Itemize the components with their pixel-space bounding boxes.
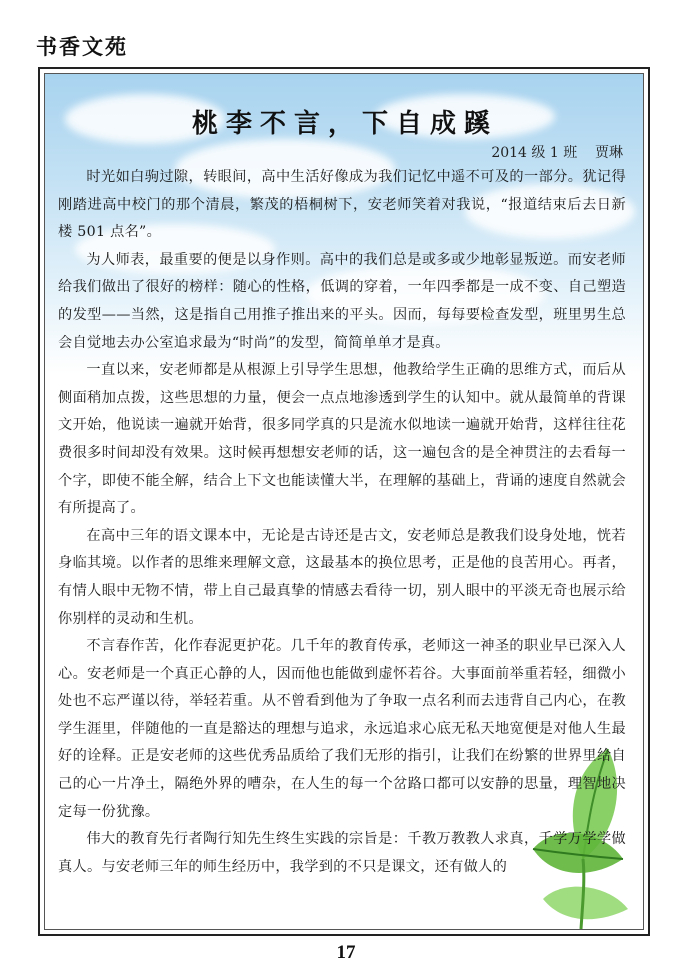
paragraph: 在高中三年的语文课本中，无论是古诗还是古文，安老师总是教我们设身处地，恍若身临其境。以作者的思维来理解文意，这最基本的换位思考，正是他的良苦用心。再者，有情人眼中无物不情，带上自己最真挚的情感去看待一切，别人眼中的平淡无奇也展示给你别样的灵动和生机。 <box>58 527 626 627</box>
article-body <box>58 164 626 881</box>
author-byline: 2014 级 1 班 贾琳 <box>491 145 623 161</box>
paragraph: 一直以来，安老师都是从根源上引导学生思想，他教给学生正确的思维方式，而后从侧面稍加点拨，这些思想的力量，便会一点点地渗透到学生的认知中。就从最简单的背课文开始，他说读一遍就开始背，很多同学真的只是流水似地读一遍就开始背，这样往往花费很多时间却没有效果。这时候再想想安老师的话，这一遍包含的是全神贯注的去看每一个字，即使不能全解，结合上下文也能读懂大半，在理解的基础上，背诵的速度自然就会有所提高了。 <box>58 362 626 517</box>
paragraph: 不言春作苦，化作春泥更护花。几千年的教育传承，老师这一神圣的职业早已深入人心。安老师是一个真正心静的人，因而他也能做到虚怀若谷。大事面前举重若轻，细微小处也不忘严谨以待，举轻若重。从不曾看到他为了争取一点名利而去违背自己内心，在教学生涯里，伴随他的一直是豁达的理想与追求，永远追求心底无私天地宽便是对他人生最好的诠释。正是安老师的这些优秀品质给了我们无形的指引，让我们在纷繁的世界里给自己的心一片净土，隔绝外界的嘈杂，在人生的每一个岔路口都可以安静的思量，理智地决定每一份犹豫。 <box>58 638 626 820</box>
page-number: 17 <box>336 942 356 963</box>
paragraph: 时光如白驹过隙，转眼间，高中生活好像成为我们记忆中遥不可及的一部分。犹记得刚踏进高中校门的那个清晨，繁茂的梧桐树下，安老师笑着对我说，“报道结束后去日新楼 501 点名”。 <box>58 169 626 241</box>
section-title: 书香文苑 <box>36 34 128 59</box>
article-title: 桃李不言，下自成蹊 <box>191 109 498 139</box>
article-panel <box>44 73 644 930</box>
paragraph: 为人师表，最重要的便是以身作则。高中的我们总是或多或少地彰显叛逆。而安老师给我们做出了很好的榜样：随心的性格，低调的穿着，一年四季都是一成不变、自己塑造的发型——当然，这是指自己用推子推出来的平头。因而，每每要检查发型，班里男生总会自觉地去办公室追求最为“时尚”的发型，简简单单才是真。 <box>58 251 626 351</box>
paragraph: 伟大的教育先行者陶行知先生终生实践的宗旨是：千教万教教人求真，千学万学学做真人。与安老师三年的师生经历中，我学到的不只是课文，还有做人的 <box>58 831 626 875</box>
